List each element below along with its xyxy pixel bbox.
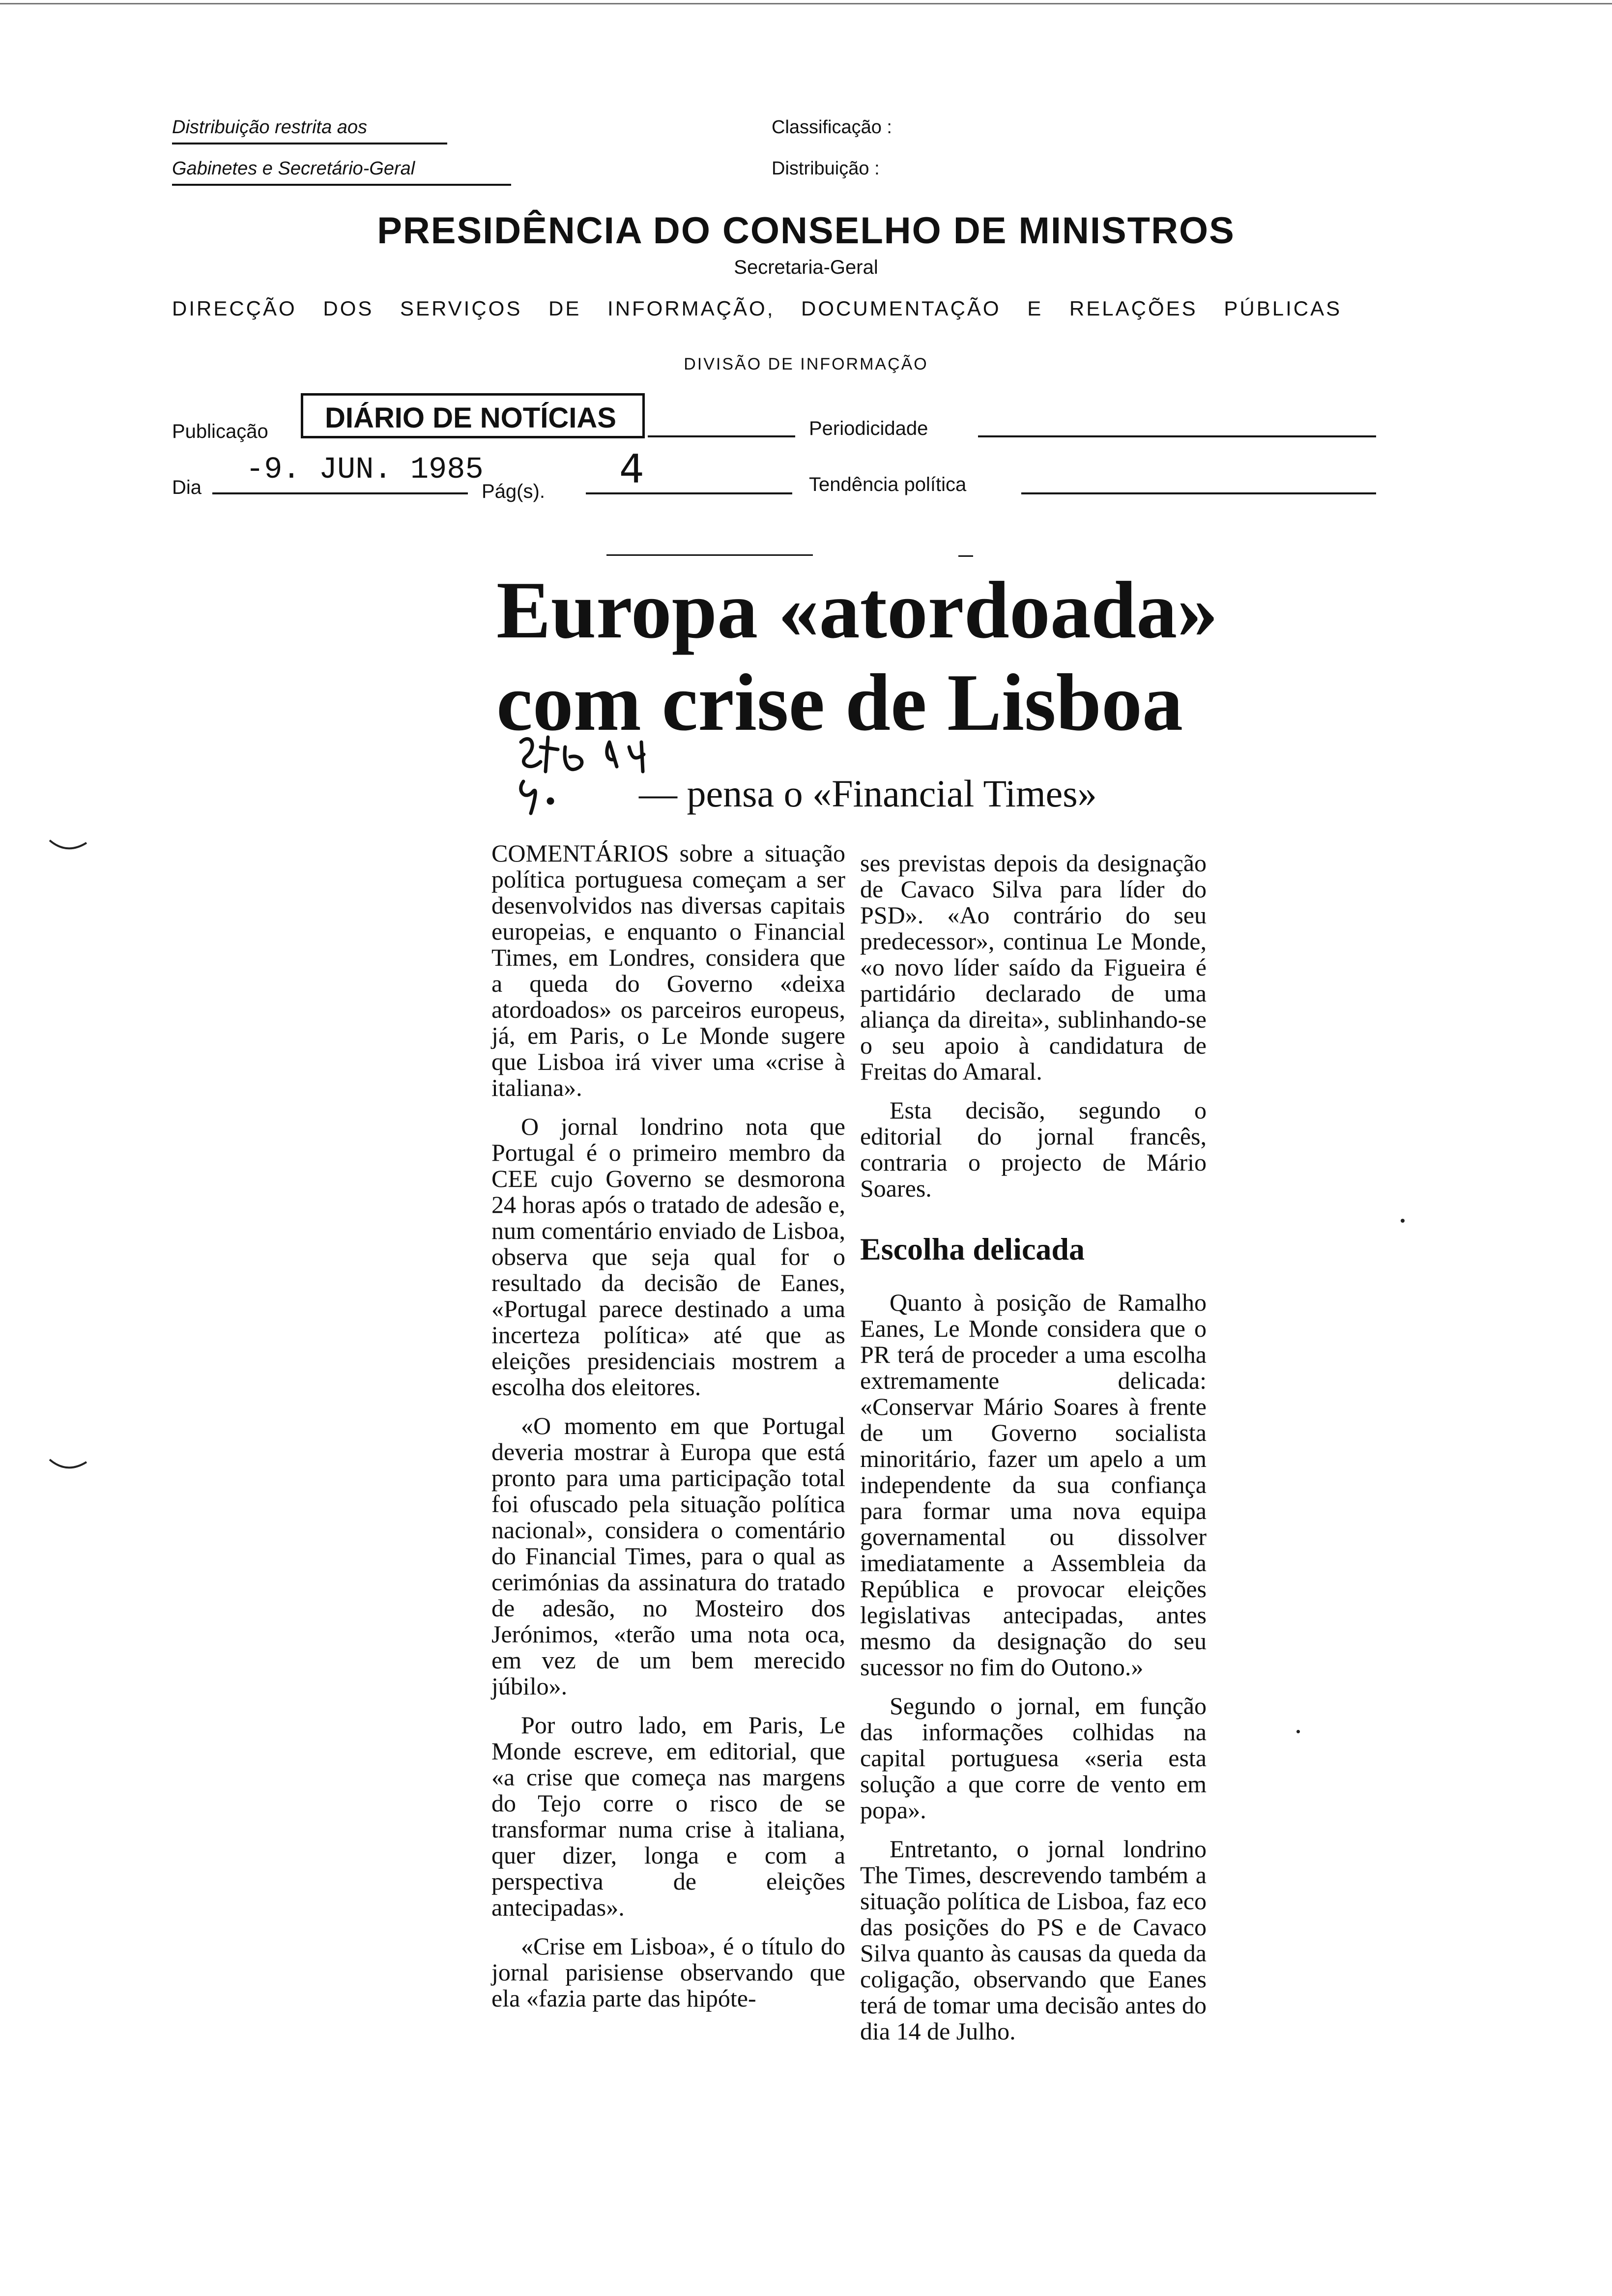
clipping-rule bbox=[606, 554, 813, 556]
secretariat: Secretaria-Geral bbox=[734, 257, 878, 278]
distribution-note-line1: Distribuição restrita aos bbox=[172, 117, 368, 138]
pages-label: Pág(s). bbox=[482, 481, 545, 502]
publication-label: Publicação bbox=[172, 421, 268, 442]
paragraph: Esta decisão, segundo o editorial do jornal francês, contraria o projecto de Mário Soares. bbox=[860, 1096, 1207, 1202]
scan-speck bbox=[1401, 1219, 1405, 1223]
article-column-1 bbox=[491, 840, 845, 2024]
binder-hole-mark-icon bbox=[47, 835, 91, 855]
pages-value: 4 bbox=[619, 446, 644, 492]
distribution-underline-2 bbox=[172, 184, 511, 186]
scan-top-edge bbox=[0, 3, 1612, 4]
scan-speck bbox=[1296, 1730, 1300, 1733]
pages-field-line bbox=[586, 492, 792, 494]
distribution-note-line2: Gabinetes e Secretário-Geral bbox=[172, 158, 415, 179]
publication-stamp bbox=[301, 393, 645, 438]
headline-line2: com crise de Lisboa bbox=[496, 657, 1183, 747]
clipping-tick bbox=[958, 555, 973, 557]
headline-line1: Europa «atordoada» bbox=[496, 565, 1218, 655]
paragraph: Entretanto, o jornal londrino The Times, descrevendo também a situação política de Lisboa, faz eco das posições do PS e de Cavaco Silva quanto às causas da queda da coligação, observando que Eanes terá de tomar uma decisão antes do dia 14 de Julho. bbox=[860, 1835, 1207, 2045]
section-heading: Escolha delicada bbox=[860, 1232, 1085, 1266]
day-label: Dia bbox=[172, 477, 202, 498]
publication-field-line bbox=[648, 435, 795, 437]
classification-label: Classificação : bbox=[772, 117, 892, 138]
paragraph: «O momento em que Portugal deveria mostrar à Europa que está pronto para uma participação total foi ofuscado pela situação política nacional», considera o comentário do Financial Times, para o qual as cerimónias da assinatura do tratado de adesão, no Mosteiro dos Jerónimos, «terão uma nota oca, em vez de um bem merecido júbilo». bbox=[491, 1412, 845, 1700]
periodicity-field-line bbox=[978, 435, 1376, 437]
periodicity-label: Periodicidade bbox=[809, 418, 928, 439]
org-title: PRESIDÊNCIA DO CONSELHO DE MINISTROS bbox=[377, 210, 1235, 252]
paragraph: COMENTÁRIOS sobre a situação política portuguesa começam a ser desenvolvidos nas diversas capitais europeias, e enquanto o Financial Times, em Londres, considera que a queda do Governo «deixa atordoados» os parceiros europeus, já, em Paris, o Le Monde sugere que Lisboa irá viver uma «crise à italiana». bbox=[491, 839, 845, 1101]
division: DIVISÃO DE INFORMAÇÃO bbox=[684, 355, 928, 373]
article-column-2 bbox=[860, 850, 1207, 2057]
date-field-line bbox=[212, 492, 468, 494]
tendency-field-line bbox=[1021, 492, 1376, 494]
paragraph: ses previstas depois da designação de Cavaco Silva para líder do PSD». «Ao contrário do seu predecessor», continua Le Monde, «o novo líder saído da Figueira é partidário declarado de uma aliança da direita», sublinhando-se o seu apoio à candidatura de Freitas do Amaral. bbox=[860, 849, 1207, 1085]
directorate-text: DIRECÇÃO DOS SERVIÇOS DE INFORMAÇÃO, DOCUMENTAÇÃO E RELAÇÕES PÚBLICAS bbox=[172, 297, 1342, 320]
paragraph: «Crise em Lisboa», é o título do jornal parisiense observando que ela «fazia parte das hipóte- bbox=[491, 1932, 845, 2012]
paragraph: O jornal londrino nota que Portugal é o primeiro membro da CEE cujo Governo se desmorona 24 horas após o tratado de adesão e, num comentário enviado de Lisboa, observa que seja qual for o resultado da decisão de Eanes, «Portugal parece destinado a uma incerteza política» até que as eleições presidenciais mostrem a escolha dos eleitores. bbox=[491, 1113, 845, 1401]
date-value: -9. JUN. 1985 bbox=[246, 452, 484, 487]
paragraph: Quanto à posição de Ramalho Eanes, Le Monde considera que o PR terá de proceder a uma escolha extremamente delicada: «Conservar Mário Soares à frente de um Governo socialista minoritário, fazer um apelo a um independente da sua confiança para formar uma nova equipa governamental ou dissolver imediatamente a Assembleia da República e provocar eleições legislativas antecipadas, antes mesmo da designação do seu sucessor no fim do Outono.» bbox=[860, 1289, 1207, 1681]
handwritten-annotation-icon bbox=[511, 727, 659, 821]
directorate-line bbox=[172, 297, 1371, 320]
tendency-label: Tendência política bbox=[809, 474, 967, 495]
subheadline: — pensa o «Financial Times» bbox=[639, 772, 1097, 815]
distribution-label: Distribuição : bbox=[772, 158, 880, 179]
distribution-underline-1 bbox=[172, 143, 447, 144]
paragraph: Por outro lado, em Paris, Le Monde escreve, em editorial, que «a crise que começa nas margens do Tejo corre o risco de se transformar numa crise à italiana, quer dizer, longa e com a perspectiva de eleições antecipadas». bbox=[491, 1711, 845, 1921]
paragraph: Segundo o jornal, em função das informações colhidas na capital portuguesa «seria esta solução a que corre de vento em popa». bbox=[860, 1692, 1207, 1824]
binder-hole-mark-icon bbox=[47, 1455, 91, 1474]
publication-value: DIÁRIO DE NOTÍCIAS bbox=[325, 402, 616, 434]
